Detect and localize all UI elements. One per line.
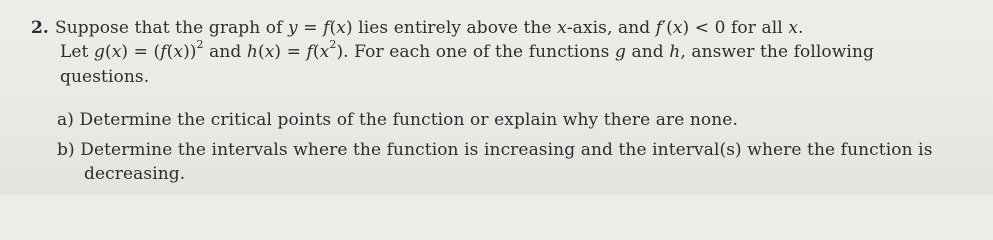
part-b-line-2: decreasing. [84,164,186,184]
problem-number: 2. [31,18,49,38]
part-a: a) Determine the critical points of the function or explain why there are none. [57,110,738,130]
problem-line-1: 2. Suppose that the graph of y = f(x) lies entirely above the x-axis, and f′(x) < 0 for all x. [31,18,804,38]
part-b-line-1: b) Determine the intervals where the function is increasing and the interval(s) where the function is [57,140,933,160]
problem-line-3: questions. [60,67,150,87]
problem-line-2: Let $g(x) = (f(x))^2$ and $h(x) = f(x^2)$. For each one of the functions g and h, answer the following [60,38,874,62]
